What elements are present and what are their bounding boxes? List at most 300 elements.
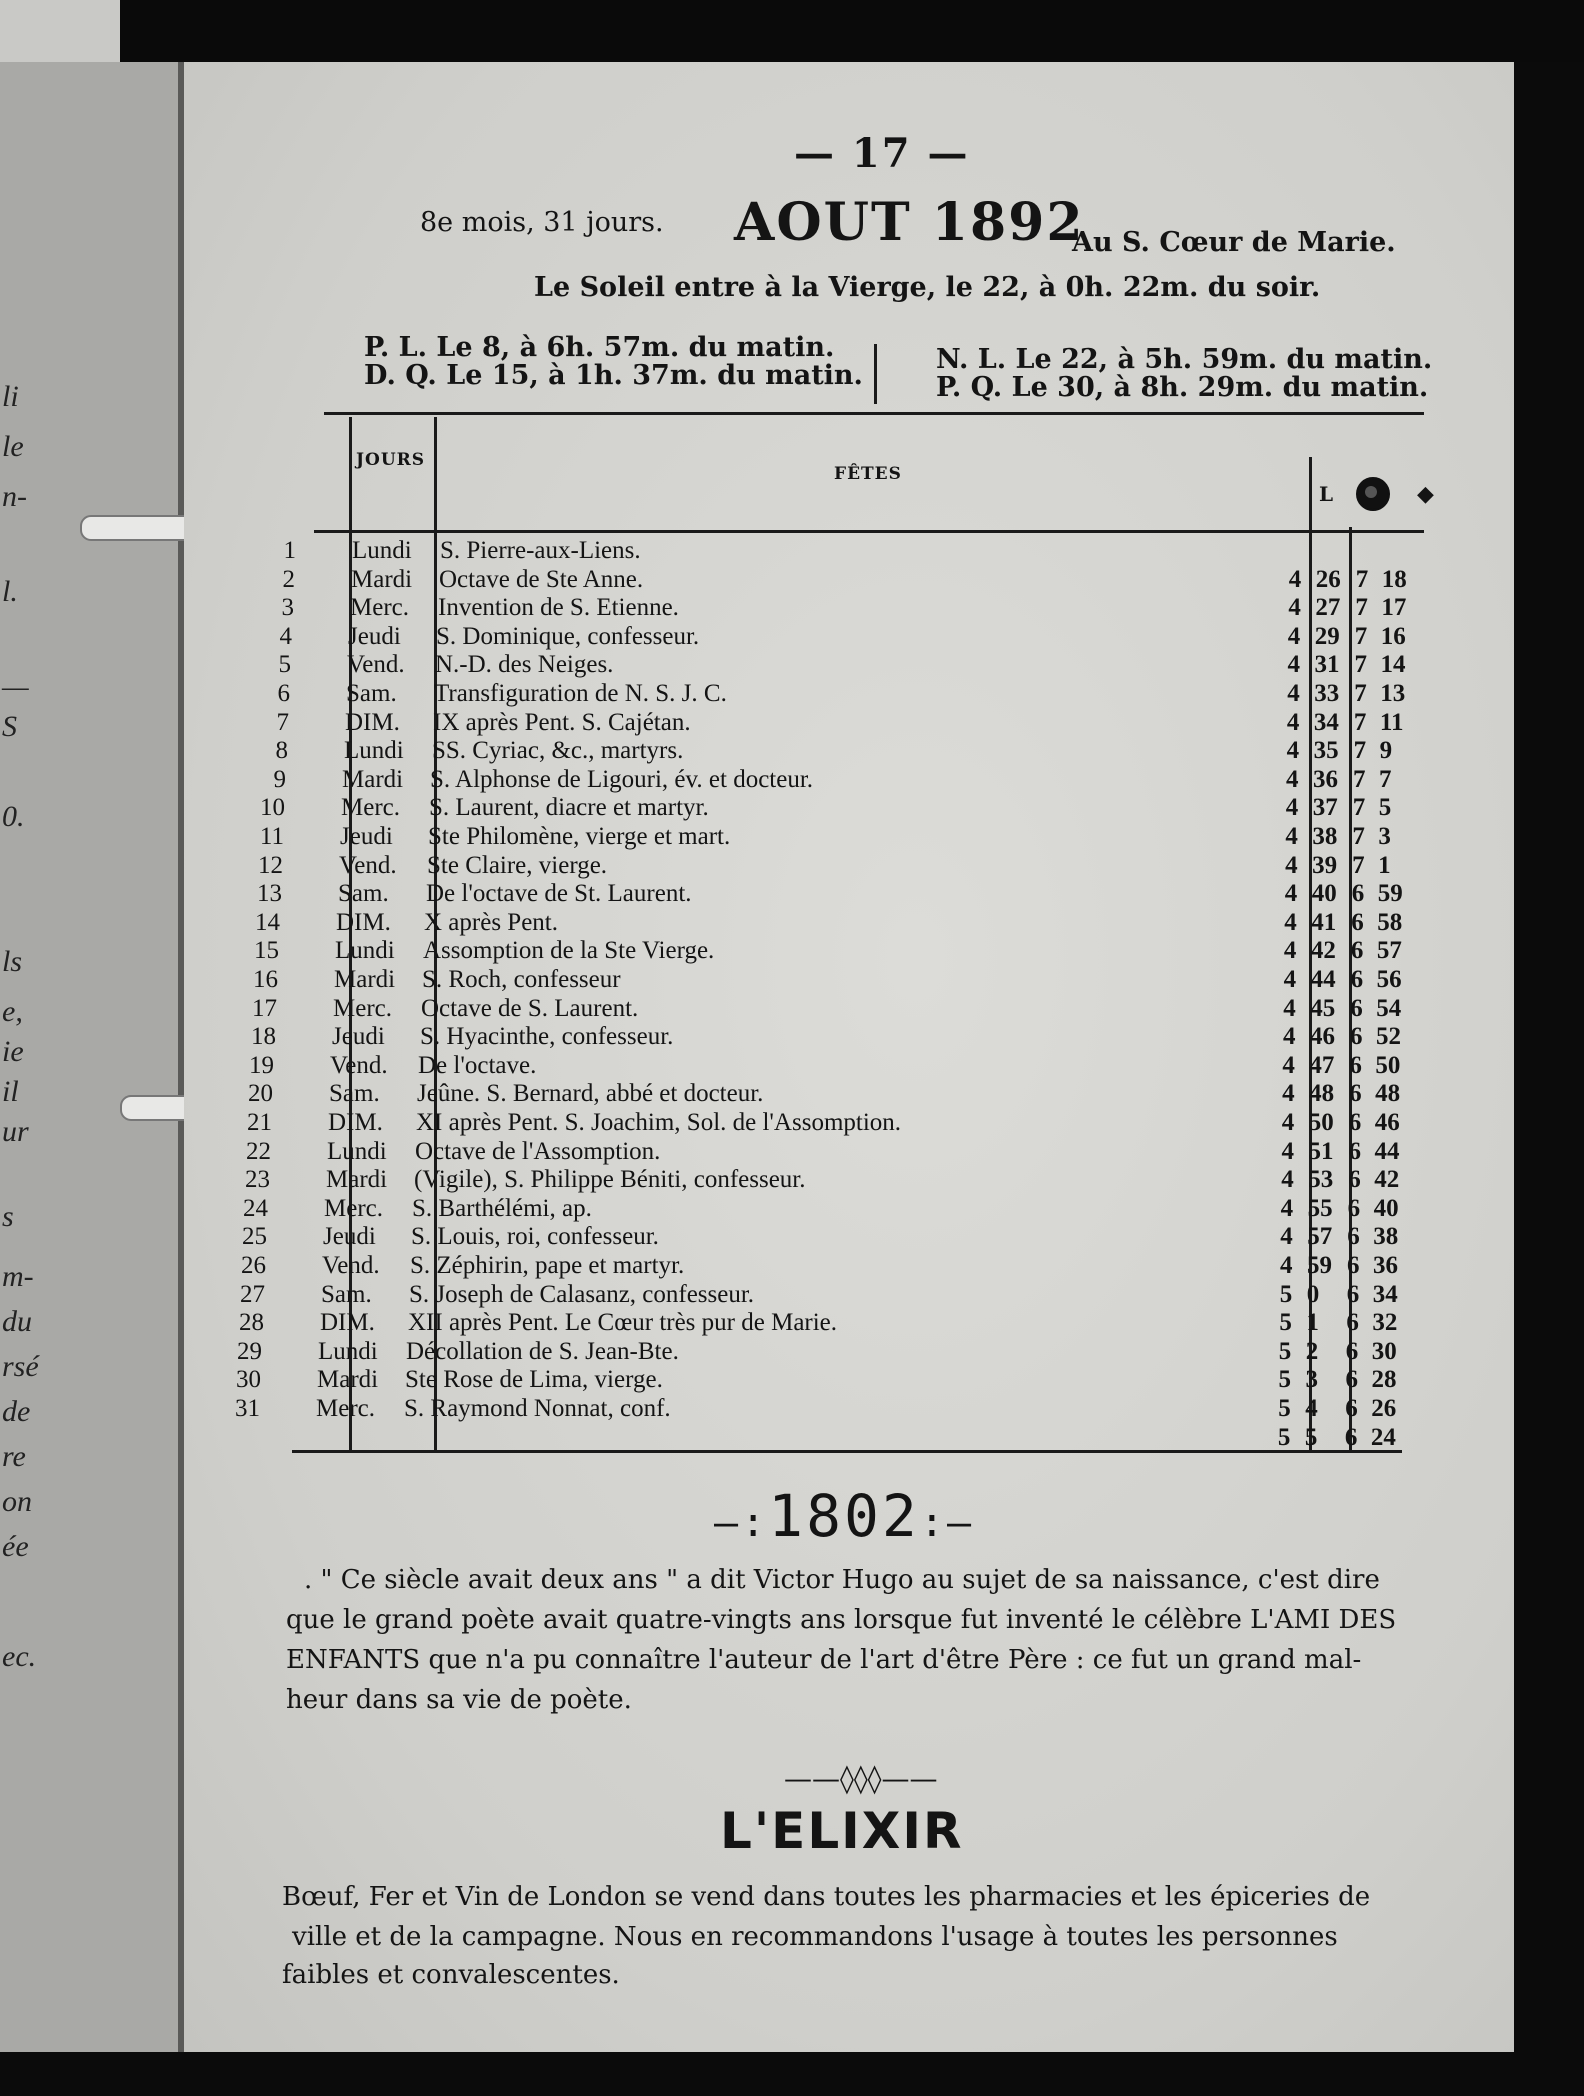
- sunrise-hour: 4: [1281, 1109, 1295, 1136]
- feast-name: Invention de S. Etienne.: [438, 594, 679, 622]
- sunrise-hour: 4: [1285, 823, 1298, 850]
- sunset-minute: 14: [1380, 651, 1406, 679]
- day-name: Lundi: [318, 1337, 378, 1365]
- sunrise-hour: 4: [1283, 937, 1297, 965]
- sunrise-hour: 4: [1283, 1023, 1296, 1051]
- sunrise-hour: 4: [1287, 651, 1300, 679]
- phase-first-quarter: P. Q. Le 30, à 8h. 29m. du matin.: [936, 372, 1429, 403]
- feast-name: S. Louis, roi, confesseur.: [411, 1223, 659, 1251]
- day-number: 9: [273, 765, 286, 793]
- sunset-hour: 7: [1353, 737, 1367, 765]
- sunset-minute: 58: [1377, 908, 1403, 936]
- sunset-hour: 7: [1352, 794, 1366, 822]
- sunrise-minute: 37: [1312, 794, 1338, 822]
- day-name: Lundi: [344, 737, 404, 765]
- table-row: [184, 823, 1514, 851]
- table-row: [184, 1424, 1514, 1452]
- feast-name: XII après Pent. Le Cœur très pur de Marie.: [408, 1309, 838, 1337]
- sunset-hour: 6: [1345, 1337, 1359, 1365]
- day-number: 12: [258, 851, 283, 879]
- advert-title: L'ELIXIR: [720, 1802, 964, 1860]
- col-header-fetes: FÊTES: [834, 464, 902, 484]
- day-name: DIM.: [320, 1309, 375, 1337]
- table-row: [184, 709, 1514, 737]
- table-row: [184, 1080, 1514, 1108]
- paragraph-2-line-1: Bœuf, Fer et Vin de London se vend dans toutes les pharmacies et les épiceries de: [282, 1882, 1371, 1912]
- sunset-minute: 5: [1378, 794, 1392, 822]
- sunset-hour: 7: [1355, 594, 1368, 622]
- sunset-hour: 6: [1346, 1280, 1360, 1308]
- sunrise-minute: 57: [1307, 1223, 1333, 1251]
- day-number: 22: [246, 1137, 271, 1165]
- table-row: [184, 680, 1514, 708]
- sunset-minute: 1: [1378, 851, 1391, 879]
- table-row: [184, 766, 1514, 794]
- sunset-hour: 6: [1346, 1309, 1359, 1337]
- sunrise-minute: 46: [1310, 1023, 1335, 1051]
- day-name: Merc.: [316, 1395, 375, 1422]
- sunset-minute: 30: [1371, 1337, 1397, 1365]
- sunset-hour: 7: [1352, 851, 1365, 879]
- paragraph-2-line-3: faibles et convalescentes.: [282, 1960, 620, 1990]
- day-number: 10: [260, 794, 285, 822]
- sunrise-minute: 27: [1315, 594, 1341, 622]
- feast-name: N.-D. des Neiges.: [435, 651, 614, 679]
- sunset-minute: 38: [1373, 1223, 1399, 1251]
- sunrise-minute: 45: [1310, 994, 1336, 1022]
- sunrise-minute: 39: [1312, 851, 1338, 879]
- facing-page-text-fragment: 0.: [2, 800, 25, 833]
- day-number: 26: [241, 1252, 266, 1279]
- feast-name: Ste Philomène, vierge et mart.: [428, 823, 731, 850]
- facing-page-text-fragment: du: [2, 1305, 32, 1338]
- sunrise-minute: 59: [1307, 1252, 1332, 1279]
- sunrise-hour: 4: [1287, 622, 1301, 650]
- sunset-hour: 7: [1353, 708, 1367, 736]
- feast-name: Octave de Ste Anne.: [439, 565, 644, 593]
- sunrise-hour: 4: [1280, 1194, 1294, 1222]
- moon-icon: ◆: [1417, 482, 1434, 507]
- table-row: [184, 937, 1514, 965]
- feast-name: Jeûne. S. Bernard, abbé et docteur.: [417, 1080, 764, 1108]
- sunrise-hour: 4: [1286, 765, 1299, 793]
- sunrise-hour: 4: [1280, 1223, 1293, 1251]
- sunrise-minute: 31: [1314, 651, 1340, 679]
- day-number: 17: [252, 994, 277, 1022]
- col-header-l: L: [1319, 482, 1335, 506]
- table-top-rule: [324, 412, 1424, 415]
- table-row: [184, 1109, 1514, 1137]
- sunset-minute: 46: [1374, 1109, 1400, 1136]
- table-row: [184, 880, 1514, 908]
- feast-name: S. Laurent, diacre et martyr.: [429, 794, 709, 822]
- sunset-minute: 17: [1381, 594, 1407, 622]
- sunrise-minute: 34: [1313, 708, 1339, 736]
- day-number: 25: [242, 1223, 267, 1251]
- facing-page-text-fragment: re: [2, 1440, 26, 1473]
- sunrise-minute: 29: [1314, 622, 1340, 650]
- sunrise-hour: 5: [1279, 1280, 1293, 1308]
- day-name: Lundi: [352, 537, 412, 564]
- feast-name: S. Barthélémi, ap.: [412, 1194, 592, 1222]
- sunrise-minute: 42: [1310, 937, 1336, 965]
- sunrise-minute: 55: [1307, 1194, 1333, 1222]
- table-row: [184, 995, 1514, 1023]
- sunset-minute: 44: [1374, 1137, 1400, 1165]
- paragraph-1-line-4: heur dans sa vie de poète.: [286, 1685, 632, 1715]
- col-header-jours: JOURS: [356, 450, 426, 470]
- day-name: DIM.: [336, 908, 391, 936]
- feast-name: IX après Pent. S. Cajétan.: [433, 708, 691, 736]
- day-name: Vend.: [347, 651, 405, 679]
- year-dash-right: :—: [919, 1500, 975, 1546]
- day-number: 16: [253, 966, 278, 993]
- table-row: [184, 909, 1514, 937]
- day-number: 5: [278, 651, 291, 679]
- sunset-minute: 7: [1379, 765, 1392, 793]
- sunset-hour: 7: [1354, 622, 1368, 650]
- day-number: 20: [248, 1080, 273, 1108]
- day-name: Vend.: [322, 1252, 380, 1279]
- sunset-minute: 24: [1370, 1423, 1396, 1451]
- scan-top-border: [0, 0, 1584, 62]
- table-row: [184, 966, 1514, 994]
- sunset-hour: 6: [1348, 1109, 1362, 1136]
- feast-name: Décollation de S. Jean-Bte.: [406, 1337, 679, 1365]
- day-name: Sam.: [321, 1280, 372, 1308]
- ornament-divider: ——◊◊◊——: [784, 1762, 938, 1795]
- feast-name: Assomption de la Ste Vierge.: [423, 937, 715, 965]
- day-number: 13: [257, 880, 282, 908]
- facing-page-text-fragment: e,: [2, 995, 23, 1028]
- facing-page-fragment: [0, 62, 184, 2052]
- sunset-hour: 6: [1351, 880, 1365, 908]
- sunset-minute: 56: [1376, 966, 1402, 993]
- sunset-minute: 54: [1376, 994, 1402, 1022]
- sunset-hour: 6: [1348, 1137, 1361, 1165]
- sunset-hour: 6: [1347, 1252, 1360, 1279]
- sunrise-hour: 4: [1281, 1166, 1294, 1194]
- scan-paper-edge: [0, 0, 120, 62]
- day-number: 3: [281, 594, 294, 622]
- page-title: AOUT 1892: [734, 192, 1085, 253]
- day-number: 29: [237, 1337, 262, 1365]
- sunset-hour: 7: [1354, 651, 1367, 679]
- sunrise-minute: 36: [1313, 765, 1338, 793]
- feast-name: SS. Cyriac, &c., martyrs.: [432, 737, 684, 765]
- facing-page-text-fragment: on: [2, 1485, 32, 1518]
- sunrise-hour: 4: [1284, 908, 1297, 936]
- sunrise-minute: 48: [1309, 1080, 1335, 1108]
- day-name: DIM.: [345, 708, 400, 736]
- day-name: Mardi: [317, 1366, 379, 1394]
- day-name: Merc.: [341, 794, 400, 822]
- sunset-minute: 28: [1371, 1366, 1397, 1394]
- facing-page-text-fragment: ie: [2, 1035, 24, 1068]
- facing-page-text-fragment: ur: [2, 1115, 29, 1148]
- phase-divider: [874, 344, 877, 404]
- sunrise-minute: 5: [1304, 1423, 1318, 1451]
- feast-name: Ste Rose de Lima, vierge.: [405, 1366, 663, 1394]
- sunrise-hour: 5: [1278, 1366, 1291, 1394]
- table-row: [184, 1338, 1514, 1366]
- phase-new-moon: N. L. Le 22, à 5h. 59m. du matin.: [936, 344, 1433, 375]
- feast-name: XI après Pent. S. Joachim, Sol. de l'Assomption.: [416, 1109, 902, 1136]
- sunrise-minute: 26: [1315, 565, 1341, 593]
- paragraph-2-line-2: ville et de la campagne. Nous en recommandons l'usage à toutes les personnes: [292, 1922, 1338, 1952]
- paragraph-1-line-3: ENFANTS que n'a pu connaître l'auteur de l'art d'être Père : ce fut un grand mal-: [286, 1645, 1362, 1675]
- day-number: 2: [282, 565, 295, 593]
- sunrise-minute: 40: [1311, 880, 1337, 908]
- sunset-minute: 34: [1372, 1280, 1398, 1308]
- sunset-hour: 7: [1355, 565, 1369, 593]
- scan-bottom-border: [0, 2052, 1584, 2096]
- table-header-rule: [314, 530, 1424, 533]
- paragraph-1-line-2: que le grand poète avait quatre-vingts ans lorsque fut inventé le célèbre L'AMI DES: [286, 1605, 1397, 1635]
- paragraph-1-line-1: . " Ce siècle avait deux ans " a dit Victor Hugo au sujet de sa naissance, c'est dire: [304, 1565, 1380, 1595]
- sunset-minute: 32: [1372, 1309, 1398, 1337]
- sunset-minute: 16: [1380, 622, 1406, 650]
- sunset-hour: 7: [1354, 680, 1367, 707]
- sunrise-minute: 4: [1305, 1395, 1318, 1422]
- sunset-minute: 50: [1375, 1051, 1401, 1079]
- sunset-hour: 6: [1347, 1194, 1361, 1222]
- table-row: [184, 737, 1514, 765]
- sunrise-hour: 4: [1281, 1137, 1294, 1165]
- sunrise-hour: 4: [1285, 794, 1299, 822]
- day-number: 8: [275, 737, 288, 765]
- sunset-hour: 6: [1349, 1080, 1362, 1108]
- phase-last-quarter: D. Q. Le 15, à 1h. 37m. du matin.: [364, 360, 863, 391]
- day-name: Lundi: [335, 937, 395, 965]
- feast-name: De l'octave.: [418, 1051, 537, 1079]
- day-name: Sam.: [329, 1080, 380, 1108]
- sunrise-minute: 53: [1308, 1166, 1334, 1194]
- day-name: Vend.: [330, 1051, 388, 1079]
- table-row: [184, 1366, 1514, 1394]
- year-number: 1802: [768, 1482, 920, 1550]
- day-name: Mardi: [342, 765, 404, 793]
- sunset-hour: 6: [1350, 966, 1364, 993]
- sunset-minute: 42: [1374, 1166, 1400, 1194]
- day-number: 4: [279, 622, 292, 650]
- feast-name: S. Dominique, confesseur.: [436, 622, 700, 650]
- sunrise-minute: 47: [1309, 1051, 1335, 1079]
- facing-page-text-fragment: l.: [2, 575, 18, 608]
- sunrise-minute: 35: [1313, 737, 1339, 765]
- sunset-hour: 7: [1352, 823, 1365, 850]
- day-number: 6: [277, 680, 290, 707]
- day-name: Merc.: [350, 594, 409, 622]
- table-row: [184, 566, 1514, 594]
- feast-name: S. Alphonse de Ligouri, év. et docteur.: [430, 765, 814, 793]
- day-name: DIM.: [328, 1109, 383, 1136]
- sunrise-minute: 0: [1306, 1280, 1320, 1308]
- sunset-minute: 52: [1376, 1023, 1401, 1051]
- sunset-minute: 57: [1376, 937, 1402, 965]
- sunrise-hour: 4: [1288, 594, 1301, 622]
- sunrise-minute: 50: [1308, 1109, 1334, 1136]
- day-name: Jeudi: [332, 1023, 385, 1051]
- table-row: [184, 651, 1514, 679]
- sun-entry-line: Le Soleil entre à la Vierge, le 22, à 0h. 22m. du soir.: [534, 272, 1321, 303]
- table-row: [184, 1023, 1514, 1051]
- facing-page-text-fragment: de: [2, 1395, 31, 1428]
- sunset-minute: 36: [1373, 1252, 1398, 1279]
- facing-page-text-fragment: le: [2, 430, 24, 463]
- day-number: 19: [249, 1051, 274, 1079]
- sunrise-hour: 4: [1283, 966, 1297, 993]
- facing-page-text-fragment: il: [2, 1075, 19, 1108]
- day-name: Jeudi: [340, 823, 393, 850]
- sunrise-hour: 4: [1284, 880, 1298, 908]
- sunrise-minute: 33: [1314, 680, 1340, 707]
- table-row: [184, 1395, 1514, 1423]
- feast-name: Octave de S. Laurent.: [421, 994, 639, 1022]
- day-number: 27: [240, 1280, 265, 1308]
- sunrise-minute: 41: [1311, 908, 1337, 936]
- day-number: 1: [283, 537, 296, 564]
- table-row: [184, 1138, 1514, 1166]
- sunset-hour: 6: [1350, 937, 1364, 965]
- sunset-hour: 7: [1353, 765, 1366, 793]
- facing-page-text-fragment: m-: [2, 1260, 34, 1293]
- day-number: 11: [259, 823, 284, 850]
- sunrise-hour: 4: [1280, 1252, 1293, 1279]
- sunset-hour: 6: [1350, 1023, 1363, 1051]
- sunset-hour: 6: [1349, 1051, 1362, 1079]
- sunset-hour: 6: [1351, 908, 1364, 936]
- sunrise-minute: 1: [1306, 1309, 1319, 1337]
- table-row: [184, 794, 1514, 822]
- day-number: 31: [235, 1395, 260, 1422]
- day-number: 14: [255, 908, 280, 936]
- day-name: Jeudi: [323, 1223, 376, 1251]
- phase-full-moon: P. L. Le 8, à 6h. 57m. du matin.: [364, 332, 835, 363]
- facing-page-text-fragment: S: [2, 710, 17, 743]
- sunrise-hour: 4: [1282, 1080, 1295, 1108]
- sunset-hour: 6: [1348, 1166, 1361, 1194]
- sunrise-hour: 4: [1286, 737, 1300, 765]
- sun-icon: [1356, 477, 1390, 511]
- day-number: 15: [254, 937, 279, 965]
- day-number: 28: [239, 1309, 264, 1337]
- sunset-hour: 6: [1345, 1395, 1358, 1422]
- day-number: 24: [243, 1194, 268, 1222]
- table-row: [184, 1281, 1514, 1309]
- sunset-minute: 18: [1381, 565, 1407, 593]
- day-number: 30: [236, 1366, 261, 1394]
- table-row: [184, 594, 1514, 622]
- table-row: [184, 1166, 1514, 1194]
- almanac-page: [184, 62, 1514, 2052]
- sunrise-minute: 3: [1305, 1366, 1318, 1394]
- feast-name: Ste Claire, vierge.: [427, 851, 608, 879]
- feast-name: S. Pierre-aux-Liens.: [440, 537, 641, 564]
- feast-name: (Vigile), S. Philippe Béniti, confesseur.: [414, 1166, 806, 1194]
- month-dedication: Au S. Cœur de Marie.: [1072, 227, 1396, 258]
- facing-page-text-fragment: n-: [2, 480, 27, 513]
- day-name: Lundi: [327, 1137, 387, 1165]
- day-name: Jeudi: [348, 622, 401, 650]
- day-name: Merc.: [324, 1194, 383, 1222]
- sunset-minute: 11: [1379, 708, 1404, 736]
- sunrise-minute: 2: [1305, 1337, 1319, 1365]
- day-name: Sam.: [338, 880, 389, 908]
- facing-page-text-fragment: ec.: [2, 1640, 37, 1673]
- sunrise-hour: 4: [1283, 994, 1296, 1022]
- sunrise-hour: 5: [1279, 1309, 1292, 1337]
- scan-right-border: [1514, 62, 1584, 2096]
- year-dash-left: —:: [714, 1500, 769, 1546]
- month-info: 8e mois, 31 jours.: [420, 207, 664, 238]
- sunrise-minute: 38: [1312, 823, 1338, 850]
- facing-page-text-fragment: —: [2, 670, 29, 703]
- sunrise-hour: 5: [1278, 1337, 1292, 1365]
- table-row: [184, 1309, 1514, 1337]
- feast-name: S. Roch, confesseur: [422, 966, 621, 993]
- sunset-minute: 26: [1371, 1395, 1397, 1422]
- facing-page-text-fragment: s: [2, 1200, 14, 1233]
- feast-name: S. Hyacinthe, confesseur.: [420, 1023, 674, 1051]
- feast-name: Octave de l'Assomption.: [415, 1137, 661, 1165]
- facing-page-text-fragment: ée: [2, 1530, 29, 1563]
- sunrise-hour: 5: [1278, 1395, 1291, 1422]
- day-name: Merc.: [333, 994, 392, 1022]
- facing-page-text-fragment: rsé: [2, 1350, 39, 1383]
- sunrise-minute: 51: [1308, 1137, 1334, 1165]
- day-name: Sam.: [346, 680, 397, 707]
- feast-name: Transfiguration de N. S. J. C.: [434, 680, 727, 707]
- table-row: [184, 1052, 1514, 1080]
- year-heading: [714, 1482, 974, 1550]
- table-row: [184, 1252, 1514, 1280]
- feast-name: De l'octave de St. Laurent.: [426, 880, 692, 908]
- day-name: Mardi: [326, 1166, 388, 1194]
- sunset-hour: 6: [1350, 994, 1363, 1022]
- table-row: [184, 1195, 1514, 1223]
- feast-name: X après Pent.: [424, 908, 558, 936]
- sunrise-hour: 5: [1277, 1423, 1291, 1451]
- sunset-minute: 9: [1379, 737, 1393, 765]
- sunrise-hour: 4: [1287, 680, 1300, 707]
- day-number: 18: [251, 1023, 276, 1051]
- day-name: Vend.: [339, 851, 397, 879]
- sunrise-minute: 44: [1310, 966, 1336, 993]
- table-row: [184, 537, 1514, 565]
- sunrise-hour: 4: [1282, 1051, 1295, 1079]
- day-number: 23: [245, 1166, 270, 1194]
- page-number: — 17 —: [794, 130, 970, 177]
- table-row: [184, 1223, 1514, 1251]
- sunset-minute: 40: [1373, 1194, 1399, 1222]
- feast-name: S. Raymond Nonnat, conf.: [404, 1395, 671, 1422]
- day-name: Mardi: [351, 565, 413, 593]
- facing-page-text-fragment: li: [2, 380, 19, 413]
- feast-name: S. Joseph de Calasanz, confesseur.: [409, 1280, 755, 1308]
- sunset-hour: 6: [1344, 1423, 1358, 1451]
- sunset-hour: 6: [1345, 1366, 1358, 1394]
- sunset-minute: 13: [1380, 680, 1406, 707]
- feast-name: S. Zéphirin, pape et martyr.: [410, 1252, 685, 1279]
- table-row: [184, 852, 1514, 880]
- sunrise-hour: 4: [1286, 708, 1300, 736]
- sunset-hour: 6: [1347, 1223, 1360, 1251]
- sunset-minute: 48: [1375, 1080, 1401, 1108]
- day-name: Mardi: [334, 966, 396, 993]
- sunset-minute: 59: [1377, 880, 1403, 908]
- sunrise-hour: 4: [1285, 851, 1298, 879]
